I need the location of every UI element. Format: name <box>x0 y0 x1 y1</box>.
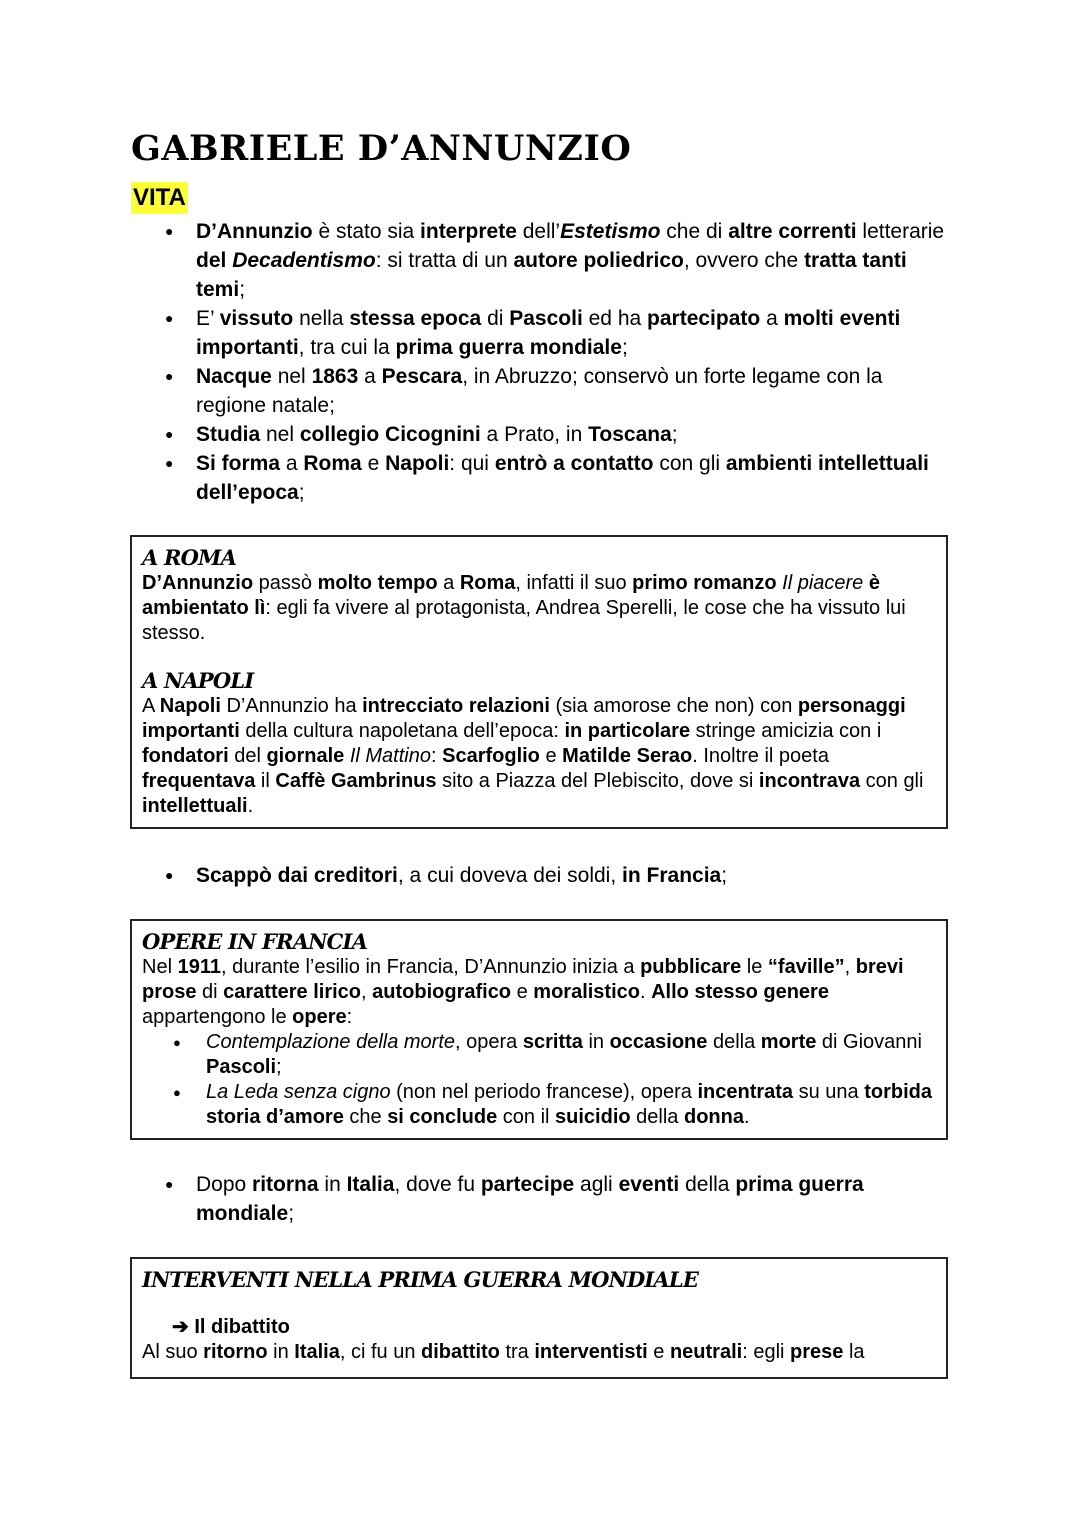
box-opere-francia <box>130 919 948 1140</box>
bullet-list-ritorno <box>165 1170 945 1228</box>
list-item: ● Dopo ritorna in Italia, dove fu partecipe agli eventi della prima guerra mondiale; <box>165 1170 945 1228</box>
box-paragraph-dibattito: Al suo ritorno in Italia, ci fu un dibattito tra interventisti e neutrali: egli prese la <box>142 1341 865 1363</box>
bullet-list-francia <box>165 861 945 890</box>
bullet-list-vita <box>165 217 945 507</box>
page-title: GABRIELE D’ANNUNZIO <box>131 128 632 169</box>
box-paragraph-roma: D’Annunzio passò molto tempo a Roma, infatti il suo primo romanzo Il piacere è ambientato lì: egli fa vivere al protagonista, Andrea Sperelli, le cose che ha vissuto lui stesso. <box>142 572 906 644</box>
box-roma-napoli <box>130 535 948 829</box>
subheading-dibattito: ➔ Il dibattito <box>172 1316 290 1338</box>
box-heading-interventi: INTERVENTI NELLA PRIMA GUERRA MONDIALE <box>142 1267 699 1292</box>
section-heading-vita: VITA <box>131 182 188 214</box>
box-heading-opere: OPERE IN FRANCIA <box>142 929 368 954</box>
box-list-opere <box>142 1030 936 1130</box>
box-heading-napoli: A NAPOLI <box>142 668 254 693</box>
list-item: ● E’ vissuto nella stessa epoca di Pascoli ed ha partecipato a molti eventi importanti, tra cui la prima guerra mondiale; <box>165 304 945 362</box>
list-item: ● Si forma a Roma e Napoli: qui entrò a contatto con gli ambienti intellettuali dell’epoca; <box>165 449 945 507</box>
list-item: ● Scappò dai creditori, a cui doveva dei soldi, in Francia; <box>165 861 945 890</box>
list-item: ● La Leda senza cigno (non nel periodo francese), opera incentrata su una torbida storia d’amore che si conclude con il suicidio della donna. <box>170 1080 936 1130</box>
box-paragraph-napoli: A Napoli D’Annunzio ha intrecciato relazioni (sia amorose che non) con personaggi importanti della cultura napoletana dell’epoca: in particolare stringe amicizia con i fondatori del giornale Il Mattino: Scarfoglio e Matilde Serao. Inoltre il poeta frequentava il Caffè Gambrinus sito a Piazza del Plebiscito, dove si incontrava con gli intellettuali. <box>142 695 924 817</box>
list-item: ● Nacque nel 1863 a Pescara, in Abruzzo; conservò un forte legame con la regione natale; <box>165 362 945 420</box>
box-interventi <box>130 1257 948 1379</box>
list-item: ● Contemplazione della morte, opera scritta in occasione della morte di Giovanni Pascoli; <box>170 1030 936 1080</box>
box-heading-roma: A ROMA <box>142 545 237 570</box>
list-item: ● Studia nel collegio Cicognini a Prato, in Toscana; <box>165 420 945 449</box>
box-paragraph-opere: Nel 1911, durante l’esilio in Francia, D’Annunzio inizia a pubblicare le “faville”, brevi prose di carattere lirico, autobiografico e moralistico. Allo stesso genere appartengono le opere: <box>142 956 904 1028</box>
list-item: ● D’Annunzio è stato sia interprete dell’Estetismo che di altre correnti letterarie del Decadentismo: si tratta di un autore poliedrico, ovvero che tratta tanti temi; <box>165 217 945 304</box>
